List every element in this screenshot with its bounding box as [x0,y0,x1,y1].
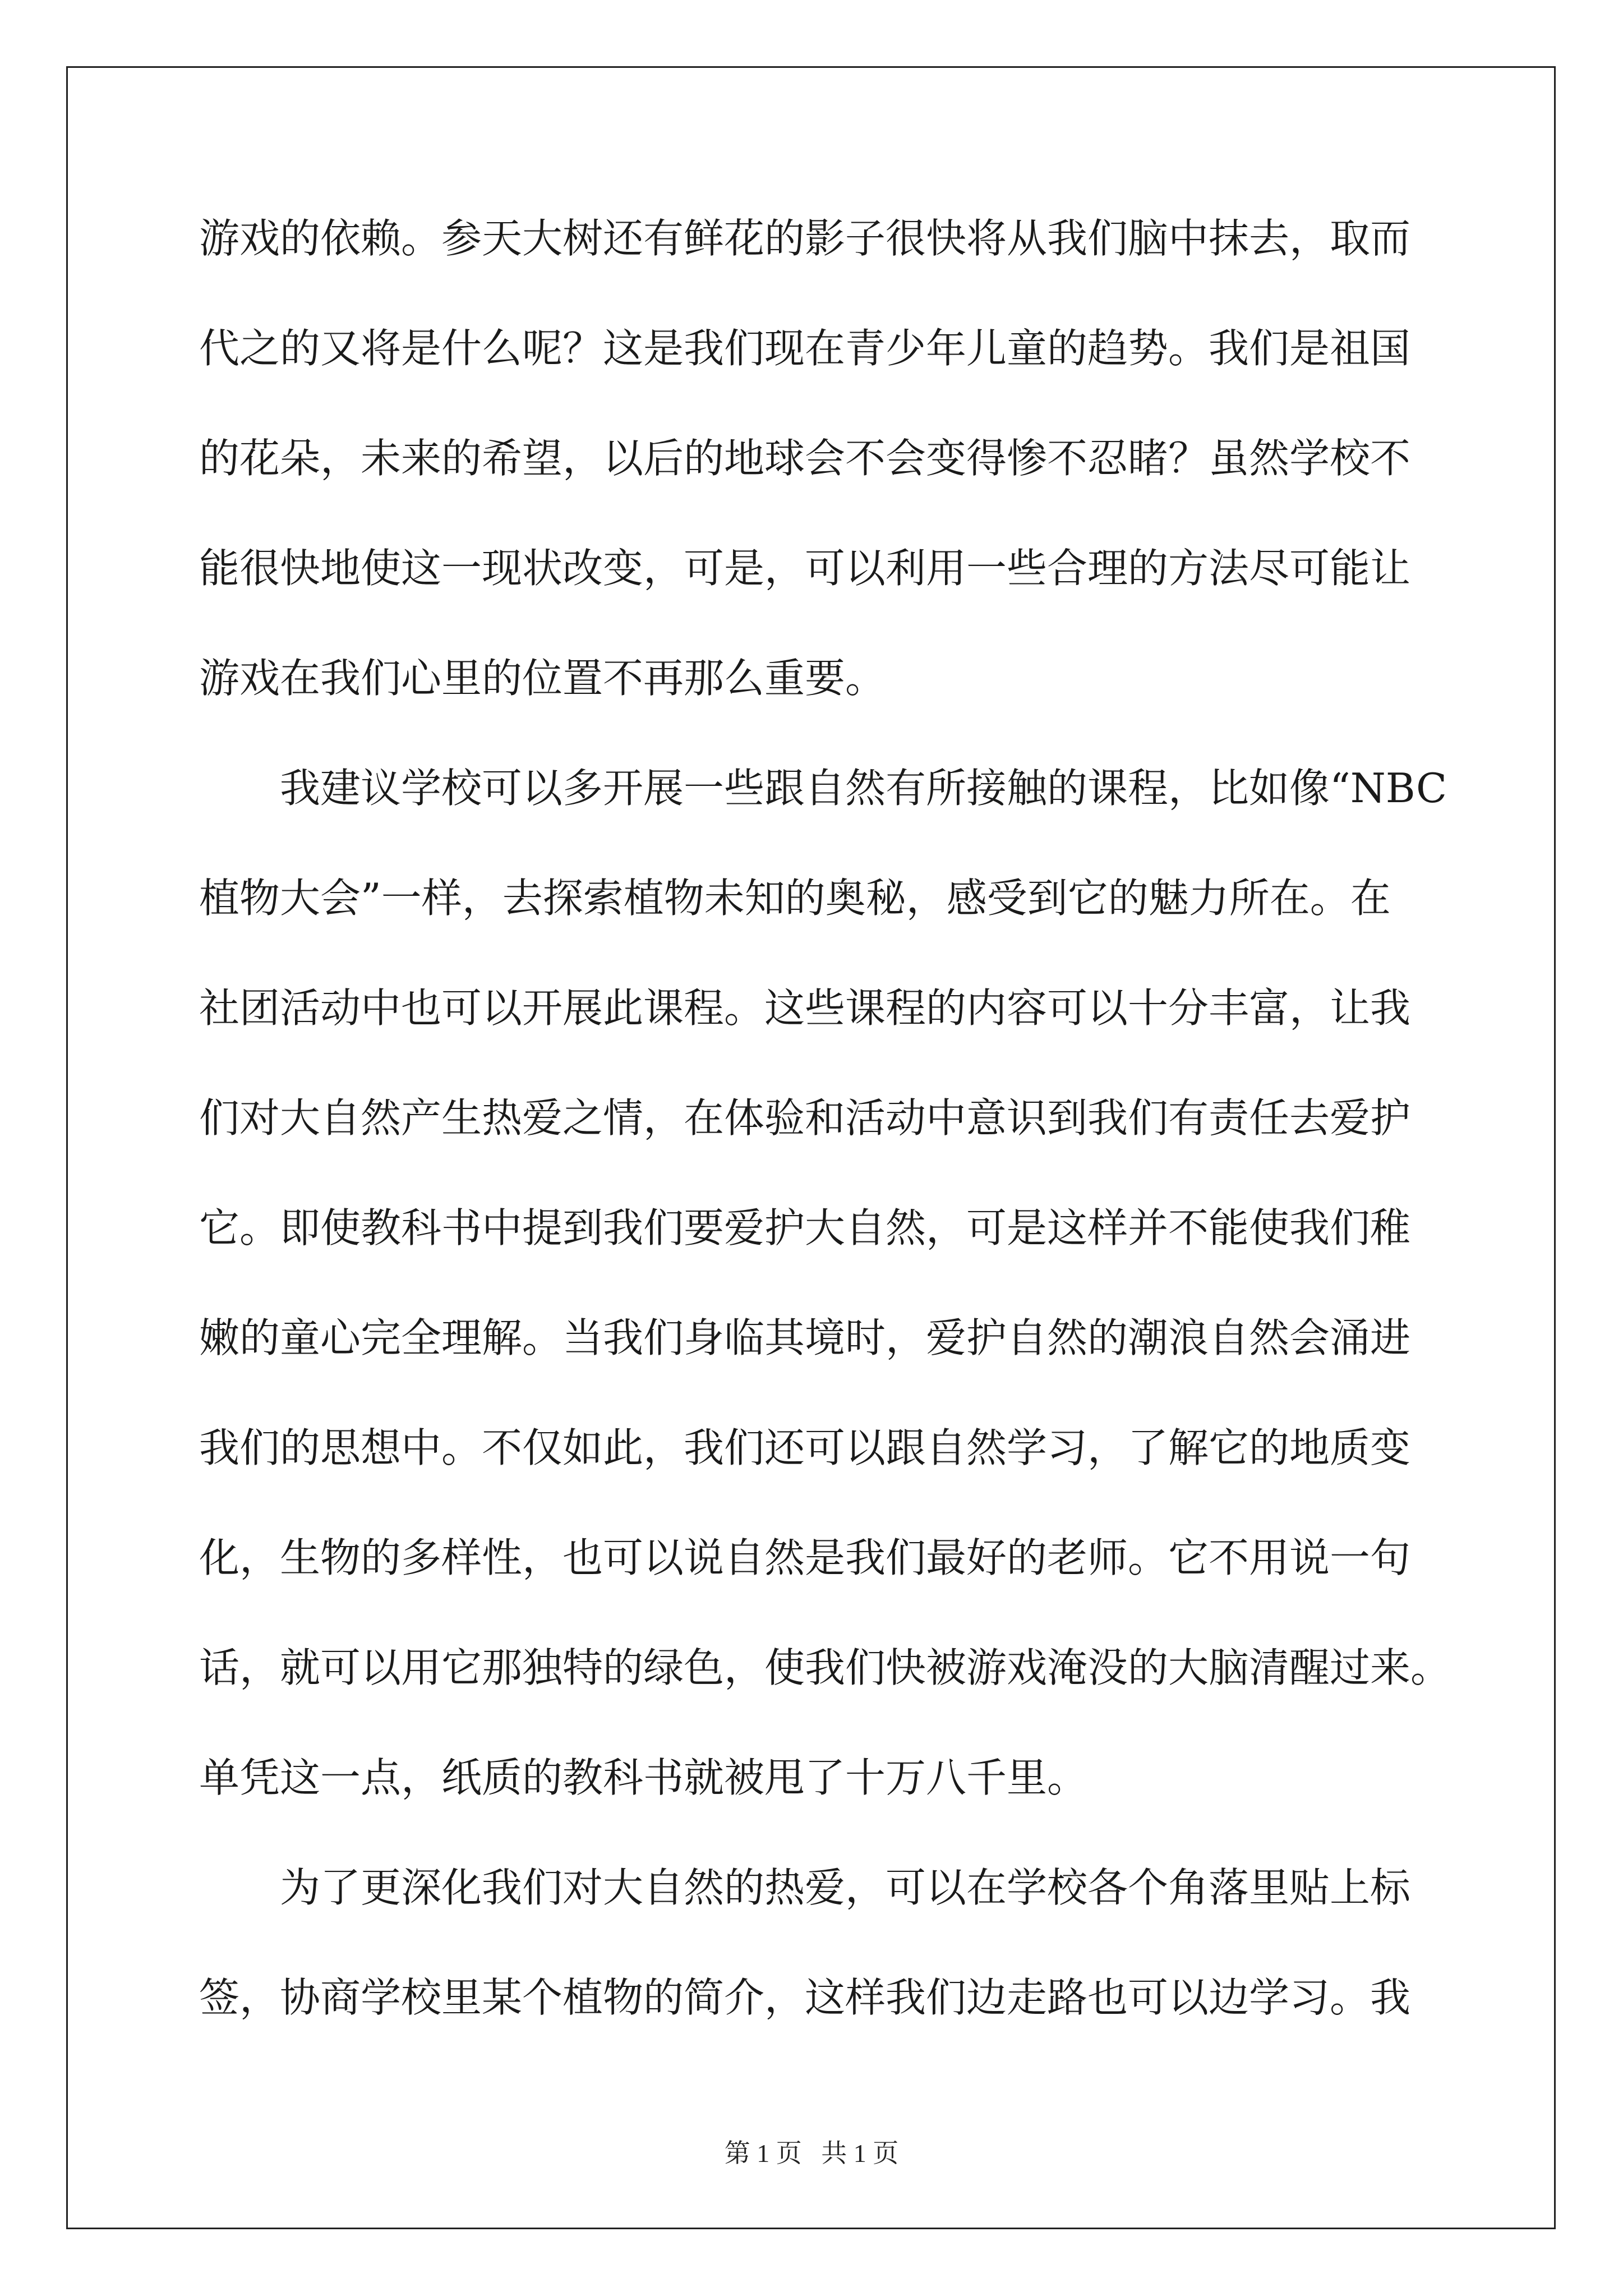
text-line: 游戏在我们心里的位置不再那么重要。 [199,655,886,702]
paragraph-start-line: 为了更深化我们对大自然的热爱，可以在学校各个角落里贴上标 [280,1864,1411,1911]
text-line: 社团活动中也可以开展此课程。这些课程的内容可以十分丰富，让我 [199,984,1411,1032]
text-line: 化，生物的多样性，也可以说自然是我们最好的老师。它不用说一句 [199,1534,1411,1581]
text-line: 话，就可以用它那独特的绿色，使我们快被游戏淹没的大脑清醒过来。 [199,1644,1451,1691]
text-line: 代之的又将是什么呢？这是我们现在青少年儿童的趋势。我们是祖国 [199,325,1411,372]
text-line: 的花朵，未来的希望，以后的地球会不会变得惨不忍睹？虽然学校不 [199,435,1411,482]
text-line: 嫩的童心完全理解。当我们身临其境时，爱护自然的潮浪自然会涌进 [199,1314,1411,1361]
paragraph-start-line: 我建议学校可以多开展一些跟自然有所接触的课程，比如像“NBC [280,765,1447,812]
text-line: 们对大自然产生热爱之情，在体验和活动中意识到我们有责任去爱护 [199,1094,1411,1142]
text-line: 签，协商学校里某个植物的简介，这样我们边走路也可以边学习。我 [199,1974,1411,2021]
document-body [199,213,1451,2082]
page-footer: 第 1 页 共 1 页 [724,2139,899,2168]
text-line: 它。即使教科书中提到我们要爱护大自然，可是这样并不能使我们稚 [199,1204,1411,1251]
text-line: 我们的思想中。不仅如此，我们还可以跟自然学习，了解它的地质变 [199,1424,1411,1471]
text-line: 游戏的依赖。参天大树还有鲜花的影子很快将从我们脑中抹去，取而 [199,215,1411,262]
text-line: 植物大会”一样，去探索植物未知的奥秘，感受到它的魅力所在。在 [199,875,1391,922]
text-line: 单凭这一点，纸质的教科书就被甩了十万八千里。 [199,1754,1088,1801]
text-line: 能很快地使这一现状改变，可是，可以利用一些合理的方法尽可能让 [199,545,1411,592]
